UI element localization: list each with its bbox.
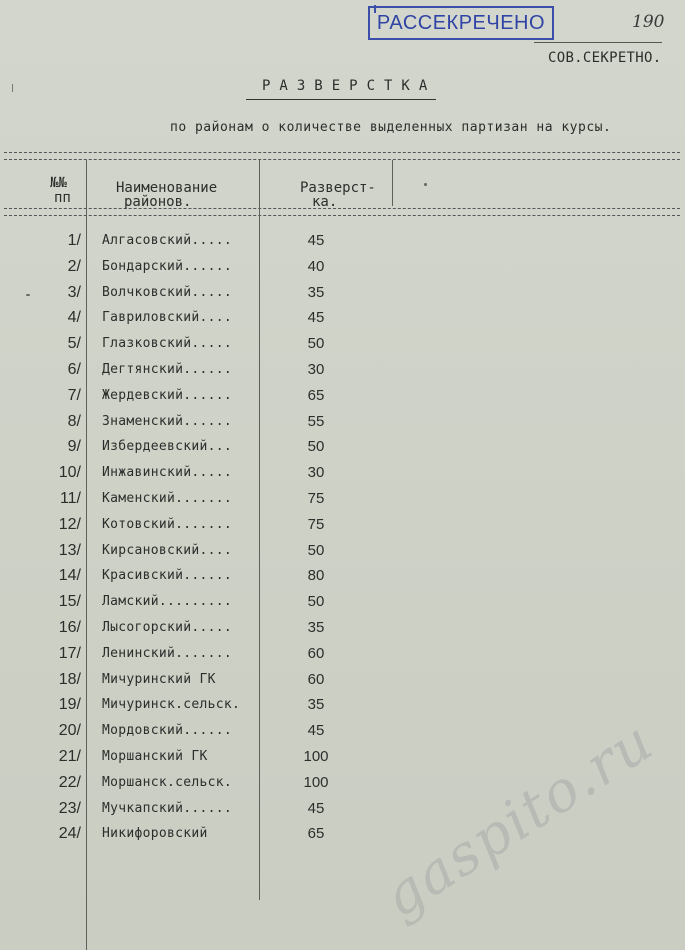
district-name: Жердевский...... bbox=[102, 387, 233, 403]
district-name: Ленинский....... bbox=[102, 645, 233, 661]
table-row bbox=[0, 358, 685, 384]
watermark: gaspito.ru bbox=[372, 708, 666, 931]
table-row bbox=[0, 642, 685, 668]
table-row bbox=[0, 564, 685, 590]
table-row bbox=[0, 616, 685, 642]
district-name: Избердеевский... bbox=[102, 439, 233, 455]
paper-speck bbox=[26, 294, 30, 296]
district-name: Красивский...... bbox=[102, 568, 233, 584]
header-district-name: Наименование bbox=[116, 180, 218, 196]
quota-value: 30 bbox=[307, 464, 325, 482]
row-number: 22/ bbox=[58, 773, 81, 791]
table-row bbox=[0, 461, 685, 487]
table-row bbox=[0, 822, 685, 848]
district-name: Никифоровский bbox=[102, 826, 208, 842]
table-row bbox=[0, 255, 685, 281]
quota-value: 75 bbox=[307, 515, 325, 533]
row-number: 5/ bbox=[67, 335, 81, 353]
row-number: 6/ bbox=[67, 361, 81, 378]
row-number: 7/ bbox=[67, 386, 81, 404]
row-number: 1/ bbox=[67, 232, 81, 249]
declassified-stamp: РАССЕКРЕЧЕНО bbox=[368, 6, 554, 40]
row-number: 13/ bbox=[58, 541, 81, 559]
district-name: Мучкапский...... bbox=[102, 800, 233, 816]
row-number: 3/ bbox=[67, 283, 81, 301]
quota-value: 100 bbox=[303, 748, 329, 765]
row-number: 11/ bbox=[59, 490, 81, 507]
table-row bbox=[0, 513, 685, 539]
district-name: Ламский......... bbox=[102, 594, 233, 610]
quota-value: 40 bbox=[307, 257, 325, 275]
table-row bbox=[0, 487, 685, 513]
district-name: Волчковский..... bbox=[102, 284, 233, 300]
district-name: Мордовский...... bbox=[102, 723, 233, 739]
row-number: 16/ bbox=[58, 619, 81, 636]
row-number: 21/ bbox=[58, 748, 81, 765]
row-number: 24/ bbox=[58, 825, 81, 843]
row-number: 23/ bbox=[58, 799, 81, 817]
secrecy-label: СОВ.СЕКРЕТНО. bbox=[548, 50, 662, 66]
row-number: 14/ bbox=[58, 567, 81, 585]
header-number: пп bbox=[54, 190, 71, 206]
table-row bbox=[0, 229, 685, 255]
district-name: Знаменский...... bbox=[102, 413, 233, 429]
document-title: РАЗВЕРСТКА bbox=[262, 78, 437, 94]
row-number: 18/ bbox=[58, 670, 81, 688]
district-name: Моршанский ГК bbox=[102, 749, 208, 764]
quota-value: 60 bbox=[307, 644, 325, 662]
row-number: 19/ bbox=[58, 696, 81, 714]
row-number: 4/ bbox=[67, 309, 81, 327]
row-number: 8/ bbox=[67, 412, 81, 430]
table-row bbox=[0, 668, 685, 694]
header-quota: Разверст- bbox=[300, 180, 376, 196]
row-number: 10/ bbox=[58, 464, 81, 482]
quota-value: 30 bbox=[307, 361, 325, 378]
district-name: Мичуринский ГК bbox=[102, 671, 216, 687]
header-quota: ка. bbox=[312, 194, 338, 210]
district-name: Мичуринск.сельск. bbox=[102, 697, 241, 713]
quota-value: 45 bbox=[307, 232, 325, 249]
district-name: Кирсановский.... bbox=[102, 542, 233, 558]
district-name: Глазковский..... bbox=[102, 336, 233, 352]
table-row bbox=[0, 281, 685, 307]
district-name: Гавриловский.... bbox=[102, 310, 233, 326]
district-name: Котовский....... bbox=[102, 516, 233, 532]
header-number: №№ bbox=[50, 175, 67, 191]
table-header-rule bbox=[4, 208, 680, 216]
quota-value: 80 bbox=[307, 567, 325, 585]
paper-speck bbox=[424, 183, 427, 186]
row-number: 20/ bbox=[58, 722, 81, 740]
row-number: 12/ bbox=[58, 515, 81, 533]
page-number: 190 bbox=[632, 12, 665, 32]
table-row bbox=[0, 410, 685, 436]
district-name: Алгасовский..... bbox=[102, 233, 233, 248]
quota-value: 65 bbox=[307, 825, 325, 843]
secrecy-underline bbox=[534, 42, 662, 43]
quota-value: 45 bbox=[307, 309, 325, 327]
district-name: Инжавинский..... bbox=[102, 465, 233, 481]
column-divider bbox=[392, 160, 393, 206]
margin-mark bbox=[12, 84, 13, 92]
row-number: 17/ bbox=[58, 644, 81, 662]
table-row bbox=[0, 693, 685, 719]
quota-value: 50 bbox=[307, 438, 325, 456]
quota-value: 35 bbox=[307, 283, 325, 301]
table-top-rule bbox=[4, 152, 680, 160]
quota-value: 50 bbox=[307, 593, 325, 611]
quota-value: 100 bbox=[303, 773, 329, 791]
row-number: 9/ bbox=[67, 438, 81, 456]
document-subtitle: по районам о количестве выделенных партизан на курсы. bbox=[170, 120, 612, 135]
header-district-name: районов. bbox=[124, 194, 192, 210]
quota-value: 45 bbox=[307, 722, 325, 740]
quota-value: 60 bbox=[307, 670, 325, 688]
title-underline bbox=[246, 99, 436, 100]
table-row bbox=[0, 435, 685, 461]
quota-value: 50 bbox=[307, 335, 325, 353]
table-row bbox=[0, 332, 685, 358]
quota-value: 75 bbox=[307, 490, 325, 507]
row-number: 2/ bbox=[67, 257, 81, 275]
district-name: Дегтянский...... bbox=[102, 362, 233, 377]
district-name: Бондарский...... bbox=[102, 258, 233, 274]
district-name: Лысогорский..... bbox=[102, 620, 233, 635]
table-row bbox=[0, 590, 685, 616]
quota-value: 35 bbox=[307, 619, 325, 636]
table-row bbox=[0, 539, 685, 565]
table-row bbox=[0, 384, 685, 410]
quota-value: 45 bbox=[307, 799, 325, 817]
district-name: Каменский....... bbox=[102, 491, 233, 506]
quota-value: 55 bbox=[307, 412, 325, 430]
row-number: 15/ bbox=[58, 593, 81, 611]
quota-value: 35 bbox=[307, 696, 325, 714]
quota-value: 50 bbox=[307, 541, 325, 559]
quota-value: 65 bbox=[307, 386, 325, 404]
district-name: Моршанск.сельск. bbox=[102, 774, 233, 790]
table-row bbox=[0, 306, 685, 332]
